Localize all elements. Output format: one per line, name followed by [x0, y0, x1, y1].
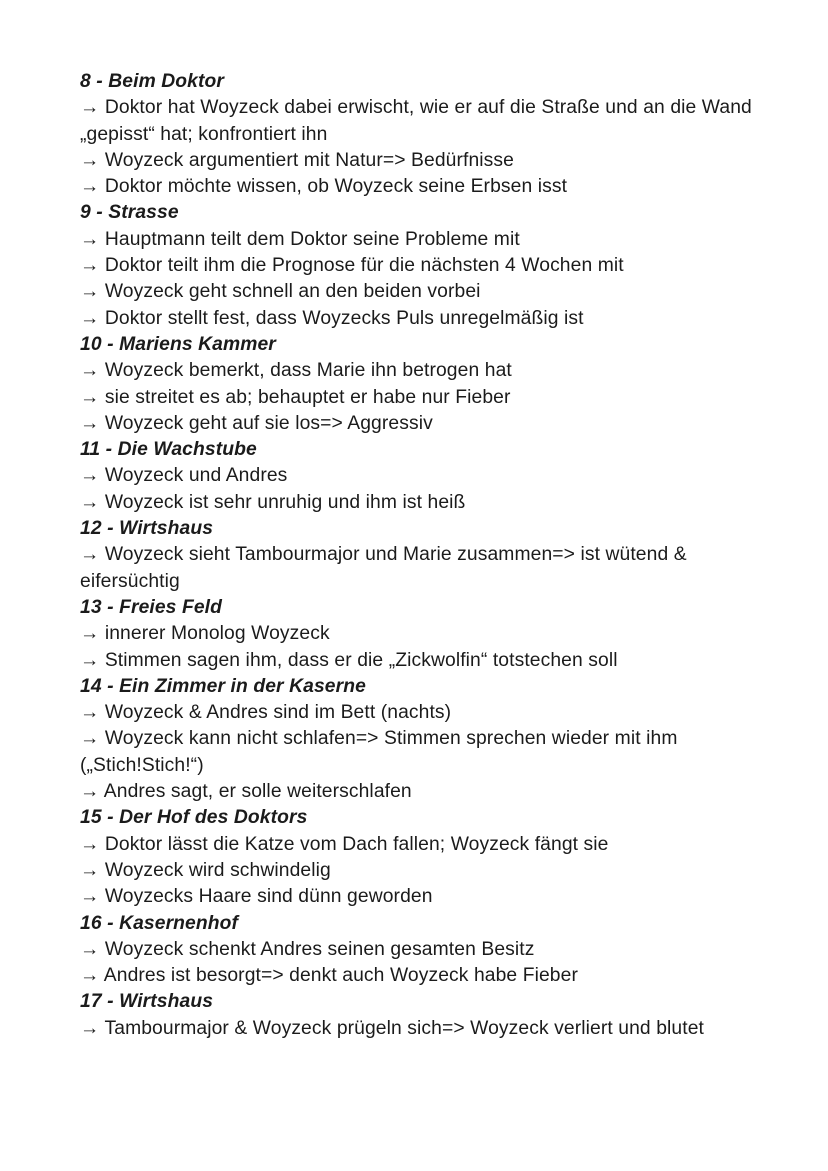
arrow-bullet-icon: →: [80, 781, 104, 803]
bullet-item-text: Woyzeck argumentiert mit Natur=> Bedürfnisse: [104, 149, 514, 171]
bullet-item: [80, 463, 760, 489]
bullet-item: [80, 648, 760, 674]
bullet-item: [80, 884, 760, 910]
bullet-item-text: Doktor möchte wissen, ob Woyzeck seine Erbsen isst: [104, 176, 568, 198]
bullet-item-text: Andres ist besorgt=> denkt auch Woyzeck habe Fieber: [103, 965, 578, 987]
bullet-item-text: Woyzeck wird schwindelig: [104, 859, 331, 881]
bullet-item-text: Woyzeck bemerkt, dass Marie ihn betrogen hat: [104, 360, 512, 382]
bullet-item: [80, 411, 760, 437]
arrow-bullet-icon: →: [80, 965, 104, 987]
section-heading: 17 - Wirtshaus: [80, 991, 214, 1013]
bullet-item: [80, 963, 760, 989]
bullet-item: [80, 858, 760, 884]
section-heading: 14 - Ein Zimmer in der Kaserne: [80, 675, 366, 697]
arrow-bullet-icon: →: [80, 307, 105, 329]
bullet-item-text: Stimmen sagen ihm, dass er die „Zickwolfin“ totstechen soll: [104, 649, 618, 671]
section-heading: 10 - Mariens Kammer: [80, 333, 276, 355]
bullet-item: [80, 779, 760, 805]
arrow-bullet-icon: →: [80, 228, 105, 250]
section-heading: 13 - Freies Feld: [80, 596, 222, 618]
bullet-item: [80, 621, 760, 647]
bullet-item-text: Woyzeck geht schnell an den beiden vorbei: [104, 281, 481, 303]
section-heading: 16 - Kasernenhof: [80, 912, 239, 934]
bullet-item: [80, 306, 760, 332]
bullet-item-text: sie streitet es ab; behauptet er habe nur Fieber: [104, 386, 511, 408]
bullet-item: [80, 832, 760, 858]
arrow-bullet-icon: →: [80, 728, 105, 750]
section-heading: 12 - Wirtshaus: [80, 518, 214, 540]
arrow-bullet-icon: →: [80, 623, 105, 645]
bullet-item-text: Woyzeck schenkt Andres seinen gesamten Besitz: [104, 938, 535, 960]
bullet-item-text: Woyzeck sieht Tambourmajor und Marie zusammen=> ist wütend & eifersüchtig: [80, 544, 687, 592]
bullet-item-text: innerer Monolog Woyzeck: [104, 623, 330, 645]
bullet-item-text: Hauptmann teilt dem Doktor seine Probleme mit: [104, 228, 520, 250]
bullet-item: [80, 358, 760, 384]
bullet-item: [80, 253, 760, 279]
arrow-bullet-icon: →: [80, 544, 105, 566]
arrow-bullet-icon: →: [80, 360, 105, 382]
bullet-item-text: Tambourmajor & Woyzeck prügeln sich=> Woyzeck verliert und blutet: [104, 1017, 704, 1039]
bullet-item: [80, 1016, 760, 1042]
section-heading: 11 - Die Wachstube: [80, 439, 257, 461]
arrow-bullet-icon: →: [80, 255, 105, 277]
bullet-item: [80, 279, 760, 305]
bullet-item: [80, 227, 760, 253]
arrow-bullet-icon: →: [80, 386, 105, 408]
arrow-bullet-icon: →: [80, 281, 105, 303]
arrow-bullet-icon: →: [80, 1017, 105, 1039]
arrow-bullet-icon: →: [80, 176, 105, 198]
bullet-item: [80, 700, 760, 726]
bullet-item-text: Woyzecks Haare sind dünn geworden: [104, 886, 433, 908]
bullet-item-text: Woyzeck & Andres sind im Bett (nachts): [104, 702, 452, 724]
bullet-item-text: Doktor lässt die Katze vom Dach fallen; Woyzeck fängt sie: [104, 833, 609, 855]
section-heading: 15 - Der Hof des Doktors: [80, 807, 308, 829]
section-heading: 9 - Strasse: [80, 202, 179, 224]
bullet-item-text: Doktor hat Woyzeck dabei erwischt, wie er auf die Straße und an die Wand „gepisst“ hat; konfrontiert ihn: [80, 97, 752, 145]
bullet-item: [80, 490, 760, 516]
notes-text-block: [80, 69, 760, 1042]
arrow-bullet-icon: →: [80, 465, 105, 487]
arrow-bullet-icon: →: [80, 412, 105, 434]
bullet-item: [80, 937, 760, 963]
bullet-item-text: Doktor stellt fest, dass Woyzecks Puls unregelmäßig ist: [104, 307, 584, 329]
arrow-bullet-icon: →: [80, 491, 105, 513]
arrow-bullet-icon: →: [80, 833, 105, 855]
bullet-item-text: Andres sagt, er solle weiterschlafen: [103, 781, 412, 803]
bullet-item: [80, 385, 760, 411]
bullet-item: [80, 148, 760, 174]
arrow-bullet-icon: →: [80, 859, 105, 881]
arrow-bullet-icon: →: [80, 149, 105, 171]
bullet-item-text: Woyzeck geht auf sie los=> Aggressiv: [104, 412, 433, 434]
arrow-bullet-icon: →: [80, 649, 105, 671]
bullet-item: [80, 95, 760, 148]
bullet-item: [80, 726, 760, 779]
bullet-item: [80, 174, 760, 200]
arrow-bullet-icon: →: [80, 702, 105, 724]
section-heading: 8 - Beim Doktor: [80, 71, 224, 92]
arrow-bullet-icon: →: [80, 938, 105, 960]
bullet-item-text: Woyzeck und Andres: [104, 465, 288, 487]
bullet-item-text: Woyzeck kann nicht schlafen=> Stimmen sprechen wieder mit ihm („Stich!Stich!“): [80, 728, 678, 776]
bullet-item-text: Woyzeck ist sehr unruhig und ihm ist heiß: [104, 491, 466, 513]
bullet-item: [80, 542, 760, 595]
arrow-bullet-icon: →: [80, 97, 105, 119]
arrow-bullet-icon: →: [80, 886, 105, 908]
bullet-item-text: Doktor teilt ihm die Prognose für die nächsten 4 Wochen mit: [104, 255, 624, 277]
